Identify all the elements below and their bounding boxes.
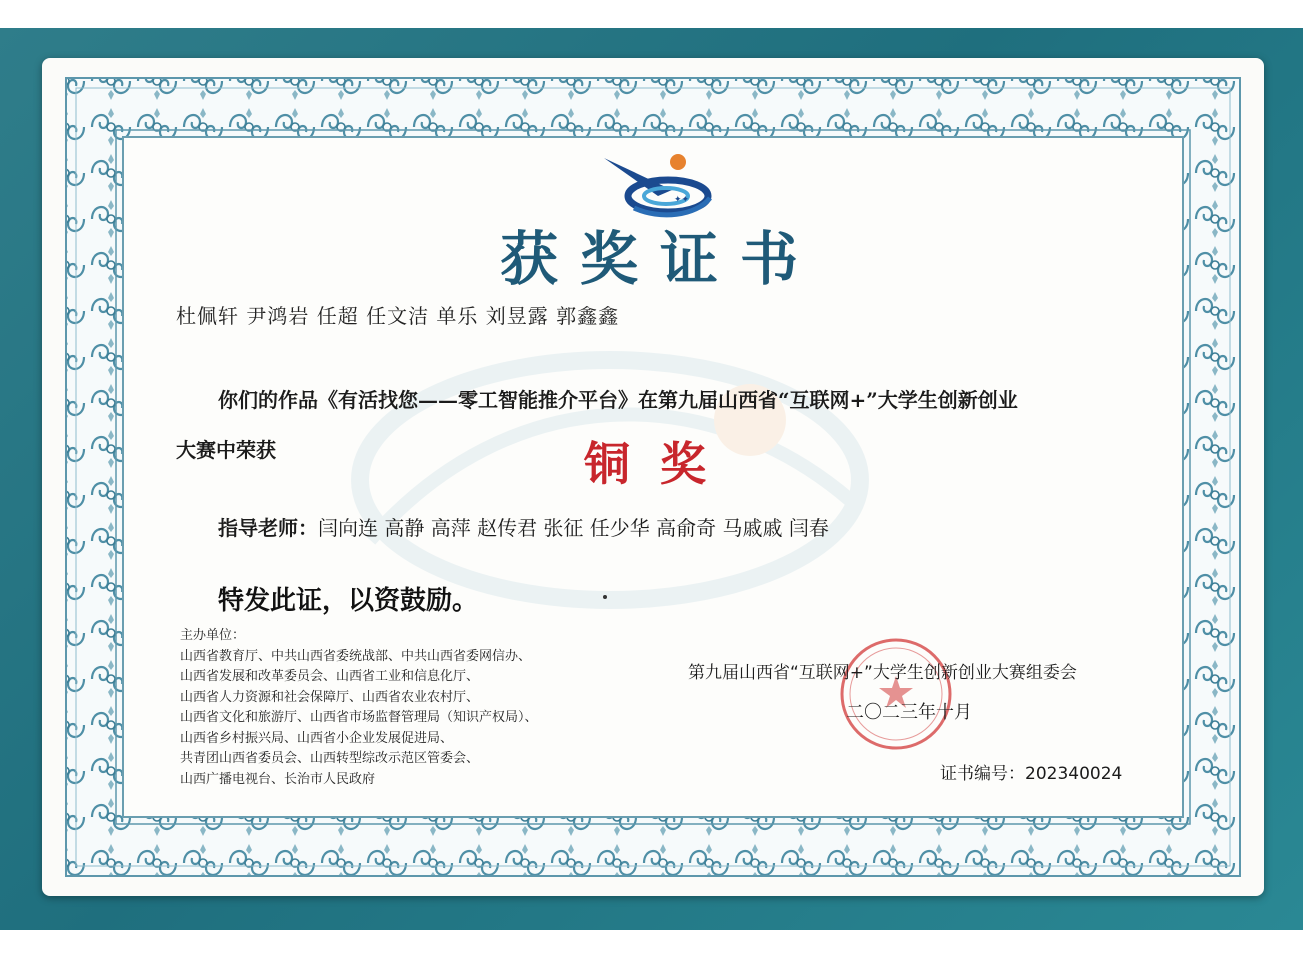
certificate-number: 证书编号：202340024 xyxy=(940,764,1123,784)
organizer-line: 山西广播电视台、长治市人民政府 xyxy=(180,771,376,787)
organizer-line: 山西省发展和改革委员会、山西省工业和信息化厅、 xyxy=(180,669,480,684)
award-statement-line1: 你们的作品《有活找您——零工智能推介平台》在第九届山西省“互联网+”大学生创新创业 xyxy=(218,388,1018,412)
certificate-title: 获奖证书 xyxy=(499,225,820,293)
organizer-line: 山西省文化和旅游厅、山西省市场监督管理局（知识产权局）、 xyxy=(180,710,538,725)
recipient-names: 杜佩轩 尹鸿岩 任超 任文洁 单乐 刘昱露 郭鑫鑫 xyxy=(176,304,620,328)
organizers-block xyxy=(180,626,620,790)
ink-dot xyxy=(603,595,607,599)
organizer-line: 山西省人力资源和社会保障厅、山西省农业农村厅、 xyxy=(180,689,480,705)
advisor-names: 闫向连 高静 高萍 赵传君 张征 任少华 高俞奇 马戚戚 闫春 xyxy=(318,516,829,540)
organizer-line: 共青团山西省委员会、山西转型综改示范区管委会、 xyxy=(180,751,480,766)
award-level: 铜奖 xyxy=(584,437,736,491)
issue-date: 二〇二三年十月 xyxy=(846,702,972,723)
organizers-title: 主办单位： xyxy=(180,628,246,643)
red-official-seal-icon xyxy=(838,636,954,752)
issuing-committee: 第九届山西省“互联网+”大学生创新创业大赛组委会 xyxy=(688,663,1077,683)
advisor-label: 指导老师： xyxy=(218,516,318,540)
closing-statement: 特发此证，以资鼓励。 xyxy=(218,586,479,616)
award-statement-line2: 大赛中荣获 xyxy=(176,438,276,462)
organizer-line: 山西省乡村振兴局、山西省小企业发展促进局、 xyxy=(180,730,454,746)
advisor-row xyxy=(218,512,829,541)
svg-text:✦✦: ✦✦ xyxy=(674,195,690,205)
organizer-line: 山西省教育厅、中共山西省委统战部、中共山西省委网信办、 xyxy=(180,648,532,664)
